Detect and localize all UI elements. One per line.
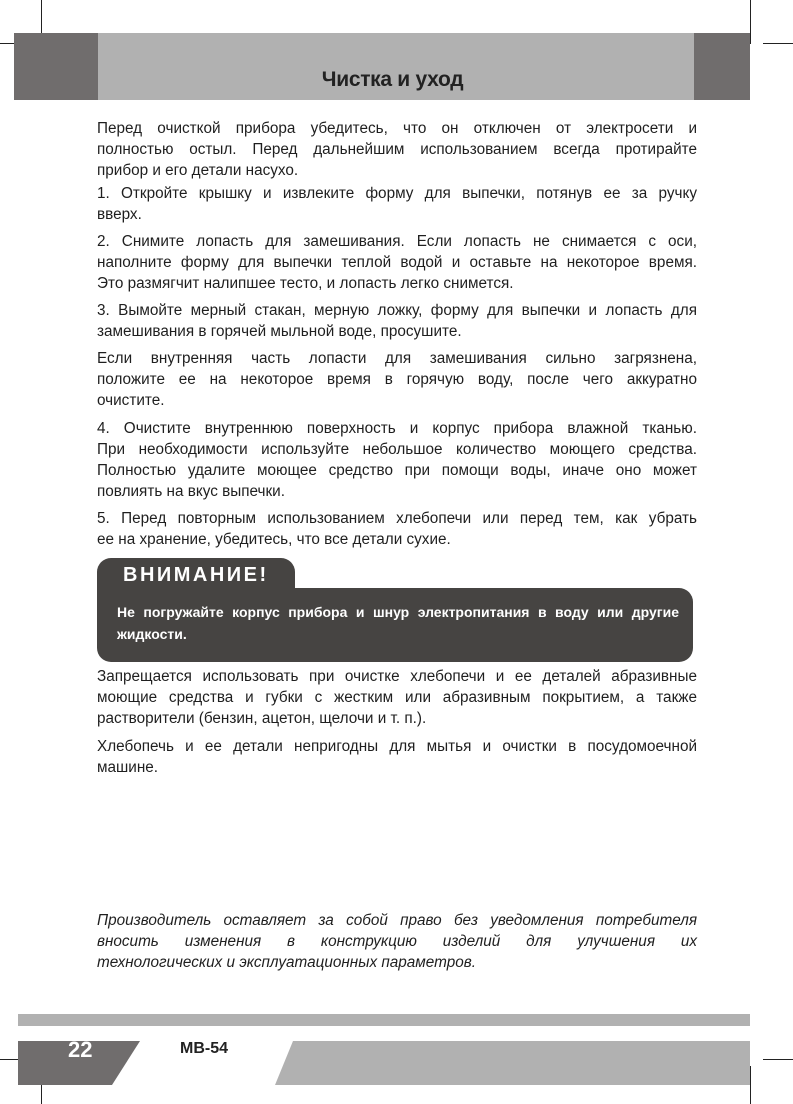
text-line: замешивания в горячей мыльной воде, просушите. xyxy=(97,323,462,340)
text-line: полностью остыл. Перед дальнейшим использованием всегда протирайте xyxy=(97,141,697,158)
text-line: 2. Снимите лопасть для замешивания. Если лопасть не снимается с оси, xyxy=(97,233,697,250)
page-title: Чистка и уход xyxy=(321,68,464,91)
page-number: 22 xyxy=(68,1037,93,1062)
model-name: MB-54 xyxy=(180,1040,229,1057)
text-line: Запрещается использовать при очистке хлебопечи и ее деталей абразивные xyxy=(97,668,697,685)
text-line: 3. Вымойте мерный стакан, мерную ложку, форму для выпечки и лопасть для xyxy=(97,302,697,319)
text-line: вверх. xyxy=(97,206,142,223)
warning-title: ВНИМАНИЕ! xyxy=(123,564,269,586)
text-line: очистите. xyxy=(97,392,165,409)
text-line: вносить изменения в конструкцию изделий для улучшения их xyxy=(97,933,697,950)
text-line: При необходимости используйте небольшое количество моющего средства. xyxy=(97,441,697,458)
text-line: наполните форму для выпечки теплой водой и оставьте на некоторое время. xyxy=(97,254,697,271)
warning-line: Не погружайте корпус прибора и шнур электропитания в воду или другие xyxy=(117,604,679,620)
text-line: Производитель оставляет за собой право без уведомления потребителя xyxy=(97,912,697,929)
text-line: положите ее на некоторое время в горячую воду, после чего аккуратно xyxy=(97,371,697,388)
text-line: Хлебопечь и ее детали непригодны для мытья и очистки в посудомоечной xyxy=(97,738,697,755)
text-line: моющие средства и губки с жестким или абразивным покрытием, а также xyxy=(97,689,697,706)
text-line: Если внутренняя часть лопасти для замешивания сильно загрязнена, xyxy=(97,350,697,367)
text-line: Это размягчит налипшее тесто, и лопасть легко снимется. xyxy=(97,275,514,292)
text-line: машине. xyxy=(97,759,159,776)
text-line: Перед очисткой прибора убедитесь, что он отключен от электросети и xyxy=(97,120,697,137)
warning-line: жидкости. xyxy=(117,626,187,642)
text-line: 4. Очистите внутреннюю поверхность и корпус прибора влажной тканью. xyxy=(97,420,697,437)
text-line: растворители (бензин, ацетон, щелочи и т. п.). xyxy=(97,710,427,727)
text-line: Полностью удалите моющее средство при помощи воды, иначе оно может xyxy=(97,462,697,479)
text-line: 1. Откройте крышку и извлеките форму для выпечки, потянув ее за ручку xyxy=(97,185,697,202)
text-line: 5. Перед повторным использованием хлебопечи или перед тем, как убрать xyxy=(97,510,697,527)
text-line: технологических и эксплуатационных параметров. xyxy=(97,954,476,971)
footer-band xyxy=(275,1041,750,1085)
text-line: повлиять на вкус выпечки. xyxy=(97,483,285,500)
text-line: прибор и его детали насухо. xyxy=(97,162,299,179)
text-line: ее на хранение, убедитесь, что все детали сухие. xyxy=(97,531,451,548)
